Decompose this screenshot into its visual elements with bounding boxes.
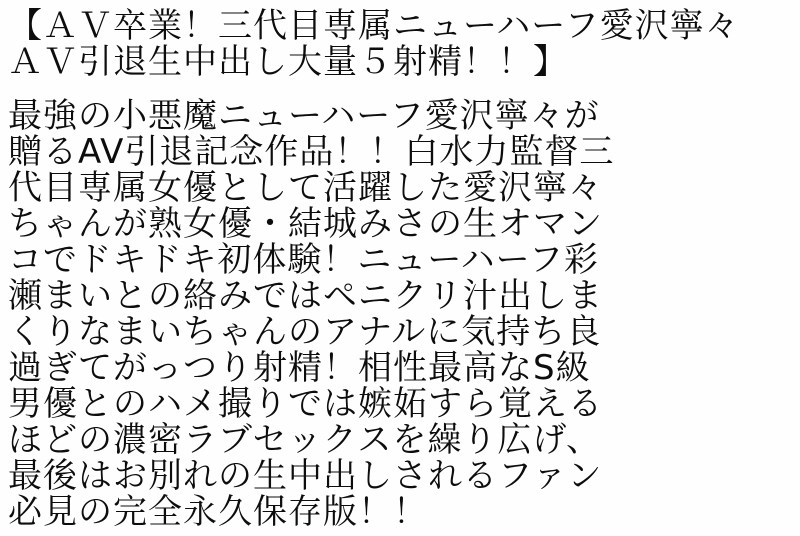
body-line: 瀬まいとの絡みではペニクリ汁出しま — [8, 276, 603, 316]
body-line: 必見の完全永久保存版！！ — [8, 492, 428, 532]
body-line: 最後はお別れの生中出しされるファン — [8, 456, 603, 496]
body-line: 代目専属女優として活躍した愛沢寧々 — [8, 168, 603, 208]
body-line: くりなまいちゃんのアナルに気持ち良 — [8, 312, 602, 352]
title-block — [8, 8, 794, 80]
body-block — [8, 98, 794, 530]
body-line: ちゃんが熟女優・結城みさの生オマン — [8, 204, 603, 244]
body-line: 過ぎてがっつり射精！相性最高なS級 — [8, 348, 591, 388]
body-line: コでドキドキ初体験！ニューハーフ彩 — [8, 240, 599, 280]
body-line: 最強の小悪魔ニューハーフ愛沢寧々が — [8, 96, 600, 136]
body-line: 男優とのハメ撮りでは嫉妬すら覚える — [8, 384, 603, 424]
body-line: 贈るAV引退記念作品！！白水力監督三 — [8, 132, 615, 172]
title-line: ＡＶ引退生中出し大量５射精！！】 — [8, 42, 568, 82]
title-line: 【ＡＶ卒業！三代目専属ニューハーフ愛沢寧々 — [8, 6, 740, 46]
body-line: ほどの濃密ラブセックスを繰り広げ、 — [8, 420, 601, 460]
